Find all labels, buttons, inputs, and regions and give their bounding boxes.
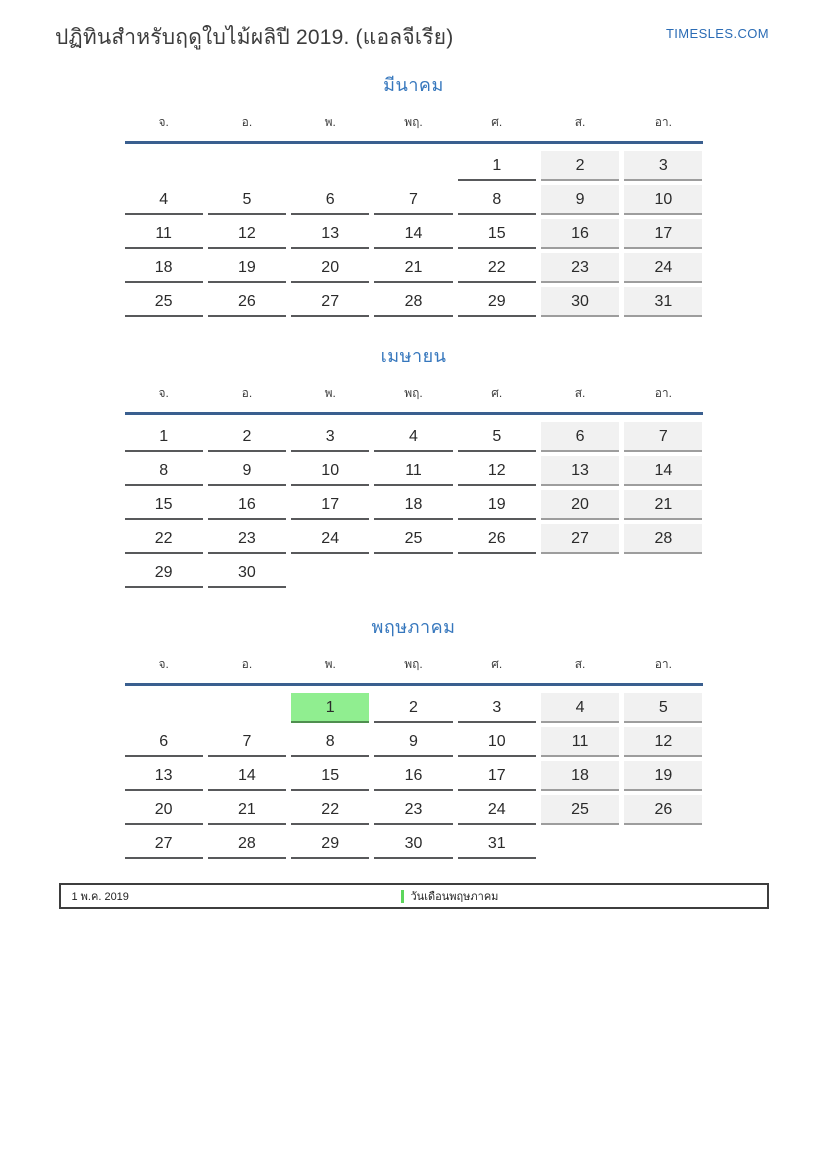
week-row — [125, 761, 703, 791]
empty-cell — [208, 151, 286, 181]
day-cell: 18 — [541, 761, 619, 791]
week-row — [125, 151, 703, 181]
weekday-label: จ. — [158, 115, 169, 129]
weekday-label: จ. — [158, 657, 169, 671]
day-cell: 20 — [125, 795, 203, 825]
day-cell: 9 — [541, 185, 619, 215]
day-cell: 13 — [291, 219, 369, 249]
day-cell: 29 — [458, 287, 536, 317]
day-cell: 3 — [458, 693, 536, 723]
week-row — [125, 693, 703, 723]
day-cell: 16 — [208, 490, 286, 520]
day-cell: 2 — [374, 693, 452, 723]
empty-cell — [458, 558, 536, 588]
day-cell: 3 — [624, 151, 702, 181]
day-cell: 19 — [624, 761, 702, 791]
empty-cell — [624, 829, 702, 859]
day-cell: 20 — [541, 490, 619, 520]
calendar-grid — [125, 384, 703, 588]
day-cell: 1 — [458, 151, 536, 181]
day-cell: 13 — [125, 761, 203, 791]
day-cell: 2 — [541, 151, 619, 181]
calendars — [0, 70, 827, 859]
day-cell: 1 — [125, 422, 203, 452]
day-cell: 6 — [541, 422, 619, 452]
day-cell: 31 — [624, 287, 702, 317]
day-cell: 25 — [374, 524, 452, 554]
weekday-label: ส. — [574, 657, 586, 671]
week-row — [125, 558, 703, 588]
day-cell: 17 — [624, 219, 702, 249]
day-cell: 6 — [291, 185, 369, 215]
weekday-label: ส. — [574, 115, 586, 129]
weekday-label: อ. — [241, 115, 253, 129]
weekday-label: อา. — [654, 386, 672, 400]
week-row — [125, 795, 703, 825]
day-cell: 8 — [291, 727, 369, 757]
day-cell: 12 — [624, 727, 702, 757]
day-cell: 5 — [208, 185, 286, 215]
day-cell: 22 — [458, 253, 536, 283]
month-section-3 — [0, 612, 827, 859]
day-cell: 17 — [458, 761, 536, 791]
day-cell: 27 — [541, 524, 619, 554]
day-cell: 28 — [374, 287, 452, 317]
empty-cell — [208, 693, 286, 723]
day-cell: 5 — [458, 422, 536, 452]
day-cell: 11 — [125, 219, 203, 249]
legend-label: วันเดือนพฤษภาคม — [410, 891, 499, 903]
day-cell: 18 — [125, 253, 203, 283]
day-cell: 12 — [208, 219, 286, 249]
day-cell: 9 — [374, 727, 452, 757]
empty-cell — [624, 558, 702, 588]
day-cell: 2 — [208, 422, 286, 452]
day-cell: 16 — [541, 219, 619, 249]
weekday-header-row — [125, 384, 703, 415]
month-section-2 — [0, 341, 827, 588]
weekday-label: พฤ. — [404, 657, 423, 671]
empty-cell — [541, 558, 619, 588]
day-cell: 8 — [125, 456, 203, 486]
day-cell: 26 — [624, 795, 702, 825]
week-row — [125, 253, 703, 283]
weekday-label: อ. — [241, 386, 253, 400]
weekday-header-row — [125, 113, 703, 144]
weekday-label: ศ. — [491, 657, 503, 671]
weekday-label: ส. — [574, 386, 586, 400]
day-cell: 18 — [374, 490, 452, 520]
day-cell: 25 — [541, 795, 619, 825]
day-cell: 27 — [291, 287, 369, 317]
empty-cell — [541, 829, 619, 859]
day-cell: 24 — [624, 253, 702, 283]
weeks-container — [125, 144, 703, 317]
weekday-label: พ. — [324, 115, 336, 129]
legend-date: 1 พ.ค. 2019 — [71, 891, 129, 903]
site-link[interactable]: TIMESLES.COM — [665, 26, 769, 41]
week-row — [125, 490, 703, 520]
empty-cell — [291, 151, 369, 181]
day-cell: 10 — [624, 185, 702, 215]
day-cell: 14 — [624, 456, 702, 486]
day-cell: 21 — [624, 490, 702, 520]
page-header — [0, 0, 827, 54]
week-row — [125, 727, 703, 757]
weekday-label: ศ. — [491, 115, 503, 129]
weekday-label: พ. — [324, 657, 336, 671]
day-cell: 11 — [374, 456, 452, 486]
day-cell: 22 — [125, 524, 203, 554]
page-title: ปฏิทินสำหรับฤดูใบไม้ผลิปี 2019. (แอลจีเรีย) — [55, 26, 454, 49]
day-cell: 27 — [125, 829, 203, 859]
day-cell: 6 — [125, 727, 203, 757]
calendar-grid — [125, 113, 703, 317]
day-cell: 25 — [125, 287, 203, 317]
empty-cell — [125, 693, 203, 723]
weeks-container — [125, 415, 703, 588]
weekday-label: อ. — [241, 657, 253, 671]
day-cell: 22 — [291, 795, 369, 825]
weekday-label: ศ. — [491, 386, 503, 400]
day-cell: 23 — [541, 253, 619, 283]
day-cell: 11 — [541, 727, 619, 757]
day-cell: 30 — [541, 287, 619, 317]
day-cell: 4 — [125, 185, 203, 215]
day-cell: 4 — [374, 422, 452, 452]
month-title: มีนาคม — [383, 75, 444, 95]
day-cell: 31 — [458, 829, 536, 859]
day-cell: 10 — [291, 456, 369, 486]
day-cell: 26 — [458, 524, 536, 554]
day-cell: 5 — [624, 693, 702, 723]
day-cell: 24 — [458, 795, 536, 825]
day-cell: 9 — [208, 456, 286, 486]
day-cell: 7 — [374, 185, 452, 215]
week-row — [125, 185, 703, 215]
month-title: พฤษภาคม — [371, 617, 456, 637]
legend-item — [401, 887, 499, 905]
month-title: เมษายน — [380, 346, 447, 366]
calendar-grid — [125, 655, 703, 859]
day-cell: 21 — [208, 795, 286, 825]
day-cell: 28 — [624, 524, 702, 554]
weekday-label: พ. — [324, 386, 336, 400]
weekday-label: จ. — [158, 386, 169, 400]
day-cell: 4 — [541, 693, 619, 723]
day-cell: 24 — [291, 524, 369, 554]
day-cell: 26 — [208, 287, 286, 317]
empty-cell — [125, 151, 203, 181]
day-cell: 15 — [458, 219, 536, 249]
highlighted-day-cell: 1 — [291, 693, 369, 723]
month-section-1 — [0, 70, 827, 317]
empty-cell — [374, 151, 452, 181]
day-cell: 7 — [624, 422, 702, 452]
day-cell: 17 — [291, 490, 369, 520]
weekday-label: พฤ. — [404, 386, 423, 400]
day-cell: 3 — [291, 422, 369, 452]
week-row — [125, 524, 703, 554]
empty-cell — [374, 558, 452, 588]
day-cell: 8 — [458, 185, 536, 215]
weekday-label: พฤ. — [404, 115, 423, 129]
week-row — [125, 456, 703, 486]
legend-green-marker-icon — [401, 890, 404, 903]
day-cell: 10 — [458, 727, 536, 757]
week-row — [125, 829, 703, 859]
day-cell: 19 — [458, 490, 536, 520]
day-cell: 15 — [291, 761, 369, 791]
day-cell: 23 — [374, 795, 452, 825]
week-row — [125, 219, 703, 249]
week-row — [125, 287, 703, 317]
empty-cell — [291, 558, 369, 588]
week-row — [125, 422, 703, 452]
weekday-header-row — [125, 655, 703, 686]
day-cell: 15 — [125, 490, 203, 520]
weeks-container — [125, 686, 703, 859]
weekday-label: อา. — [654, 115, 672, 129]
day-cell: 14 — [208, 761, 286, 791]
day-cell: 30 — [374, 829, 452, 859]
day-cell: 19 — [208, 253, 286, 283]
weekday-label: อา. — [654, 657, 672, 671]
day-cell: 21 — [374, 253, 452, 283]
day-cell: 16 — [374, 761, 452, 791]
day-cell: 13 — [541, 456, 619, 486]
day-cell: 28 — [208, 829, 286, 859]
day-cell: 12 — [458, 456, 536, 486]
day-cell: 7 — [208, 727, 286, 757]
day-cell: 29 — [291, 829, 369, 859]
day-cell: 14 — [374, 219, 452, 249]
day-cell: 23 — [208, 524, 286, 554]
day-cell: 30 — [208, 558, 286, 588]
day-cell: 29 — [125, 558, 203, 588]
day-cell: 20 — [291, 253, 369, 283]
legend-bar — [59, 883, 769, 909]
